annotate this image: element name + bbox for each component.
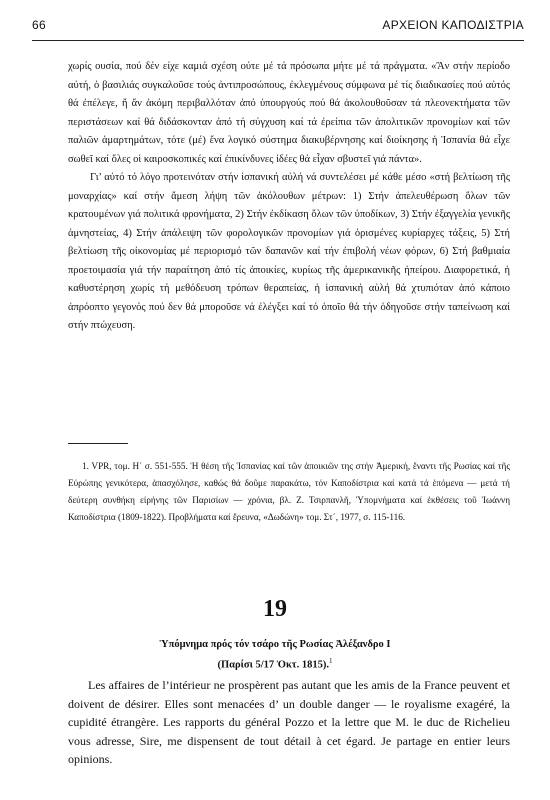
footnote-rule (68, 443, 128, 444)
footnote-marker: 1 (329, 657, 333, 665)
document-title-line-1: Ὑπόμνημα πρός τόν τσάρο τῆς Ρωσίας Ἀλέξανδρο Ι (159, 639, 391, 650)
running-title: ΑΡΧΕΙΟΝ ΚΑΠΟΔΙΣΤΡΙΑ (382, 18, 524, 32)
header-rule (32, 40, 524, 41)
footnote (68, 458, 510, 526)
document-title-line-2 (40, 653, 510, 674)
document-date: (Παρίσι 5/17 Ὀκτ. 1815). (217, 659, 330, 671)
document-title (40, 637, 510, 674)
paragraph-1: χωρίς ουσία, πού δέν είχε καμιά σχέση ούτε μέ τά πρόσωπα μήτε μέ τά πράγματα. «Ἄν στήν περίοδο αὐτή, ὁ βασιλιάς συγκαλοῦσε τούς ἀντιπροσώπους, ἐκλεγμένους σύμφωνα μέ τίς διαδικασίες πού αὐτός θά ἐπέλεγε, ἤ ἄν ἀκόμη περιβαλλόταν ἀπό ὑπουργούς πού θά ἀκολουθοῦσαν τά πλεονεκτήματα τῶν περιστάσεων καί θά διδάσκονταν ἀπό τή σύγχυση καί τά ἐρείπια τῶν ἀπολιτικῶν προνομίων καί τῶν παλιῶν ἁμαρτημάτων, τότε (μέ) ἕνα λογικό σύστημα διακυβέρνησης καί διοίκησης ἡ Ἱσπανία θά εἶχε σωθεῖ καί ὅλες οἱ καιροσκοπικές καί ἐπικίνδυνες ἰδέες θά εἶχαν σβυστεῖ γιά πάντα». (68, 61, 510, 165)
french-text (68, 676, 510, 769)
french-paragraph: Les affaires de l’intérieur ne prospèrent pas autant que les amis de la France peuvent et doivent de désirer. Elles sont menacées d’ un double danger — le royalisme exagéré, la cupidité étrangère. Les rapports du général Pozzo et la lettre que M. le duc de Richelieu vous adresse, Sire, me dispensent de tout détail à cet égard. Je partage en entier leurs opinions. (68, 678, 510, 766)
page-header (32, 18, 524, 34)
main-text (68, 58, 510, 336)
paragraph-2: Γι’ αὐτό τό λόγο προτεινόταν στήν ἱσπανική αὐλή νά συντελέσει μέ κάθε μέσο «στή βελτίωση τῆς μοναρχίας» καί στήν ἄμεση λήψη τῶν ἀκόλουθων μέτρων: 1) Στήν ἀπελευθέρωση ὅλων τῶν κρατουμένων γιά πολιτικά φρονήματα, 2) Στήν ἐκδίκαση ὅλων τῶν ὑποδίκων, 3) Στήν ἐξαγγελία γενικῆς ἀμνηστείας, 4) Στήν ἀπάλειψη τῶν φορολογικῶν προνομίων γιά ὁρισμένες κυρίαρχες τάξεις, 5) Στή βελτίωση τῆς οἰκονομίας μέ περιορισμό τῶν δαπανῶν καί τήν ἐπιβολή νέων φόρων, 6) Στή βαθμιαία προετοιμασία γιά τήν παραίτηση ἀπό τίς ἀποικίες, κυρίως τῆς ἀμερικανικῆς ἠπείρου. Διαφορετικά, ἡ καθυστέρηση χωρίς τή μεθόδευση τρόπων θεραπείας, ἡ ἱσπανική αὐλή θά χτυπιόταν ἀπό κάποιο ἀπρόοπτο γεγονός πού δεν θά μποροῦσε νά ἐλέγξει καί τό ὁποῖο θά τήν ὁδηγοῦσε στήν ταπείνωση καί στήν πτώχευση. (68, 172, 510, 331)
page-number: 66 (32, 18, 46, 32)
document-number: 19 (263, 596, 287, 622)
footnote-text: 1. VPR, τομ. Η΄ σ. 551-555. Ἡ θέση τῆς Ἱσπανίας καί τῶν ἀποικιῶν της στήν Ἀμερική, ἔναντι τῆς Ρωσίας καί τῆς Εὐρώπης γενικότερα, ἀπασχόλησε, καθώς θά δοῦμε παρακάτω, τόν Καποδίστρια καί κατά τά ἑπόμενα — μετά τή δεύτερη συνθήκη εἰρήνης τῶν Παρισίων — χρόνια, βλ. Ζ. Τσιρπανλῆ, Ὑπομνήματα καί ἐκθέσεις τοῦ Ἰωάννη Καποδίστρια (1809-1822). Προβλήματα καί ἔρευνα, «Δωδώνη» τομ. Στ΄, 1977, σ. 115-116. (68, 461, 510, 522)
